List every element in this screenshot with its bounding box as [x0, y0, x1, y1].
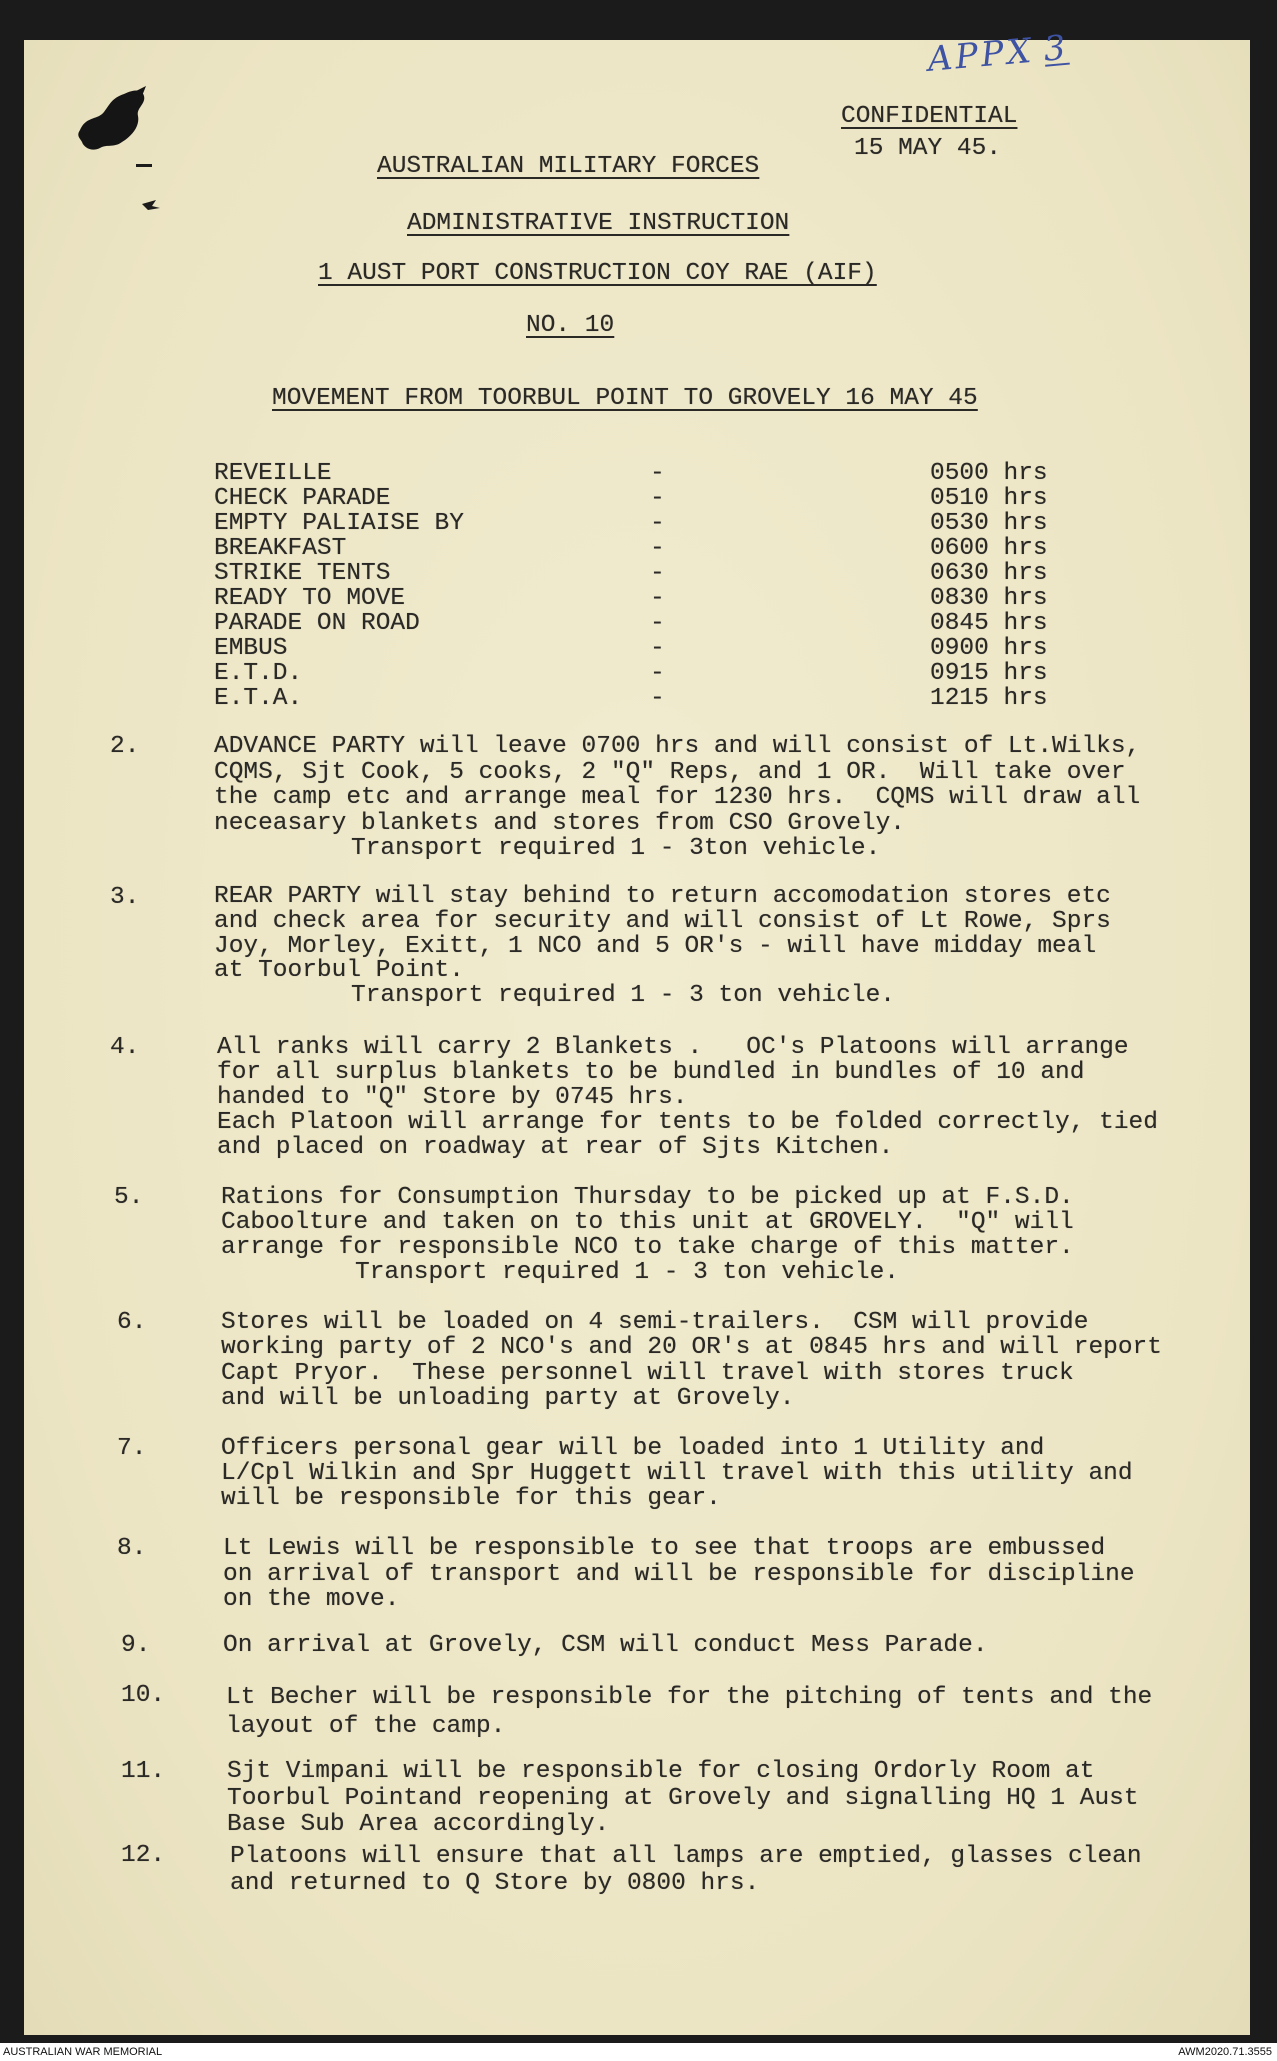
paragraph-line: All ranks will carry 2 Blankets . OC's Platoons will arrange	[217, 1034, 1129, 1061]
schedule-time: 0500 hrs	[930, 460, 1048, 487]
paragraph-line: on arrival of transport and will be responsible for discipline	[223, 1560, 1135, 1588]
schedule-row	[214, 536, 1048, 561]
paragraph-line: Joy, Morley, Exitt, 1 NCO and 5 OR's - will have midday meal	[214, 932, 1097, 960]
paragraph-line: and returned to Q Store by 0800 hrs.	[230, 1870, 760, 1897]
schedule-row	[214, 511, 1048, 536]
schedule-row	[214, 661, 1048, 686]
schedule-separator: -	[650, 460, 665, 487]
schedule-separator: -	[650, 560, 665, 587]
paragraph-line: Each Platoon will arrange for tents to be folded correctly, tied	[217, 1109, 1158, 1136]
paragraph-line: Stores will be loaded on 4 semi-trailers. CSM will provide	[221, 1309, 1089, 1336]
paragraph-line: layout of the camp.	[226, 1713, 506, 1740]
schedule-time: 0845 hrs	[930, 610, 1048, 637]
paragraph-body	[230, 1843, 1142, 1897]
subject-heading: MOVEMENT FROM TOORBUL POINT TO GROVELY 16 MAY 45	[272, 385, 978, 412]
schedule-time: 0630 hrs	[930, 560, 1048, 587]
schedule-time: 0900 hrs	[930, 635, 1048, 662]
schedule-separator: -	[650, 585, 665, 612]
archive-name: AUSTRALIAN WAR MEMORIAL	[3, 2046, 163, 2058]
transport-line: Transport required 1 - 3 ton vehicle.	[355, 1259, 899, 1286]
schedule-time: 0510 hrs	[930, 485, 1048, 512]
transport-line: Transport required 1 - 3ton vehicle.	[351, 835, 881, 862]
accession-number: AWM2020.71.3555	[1178, 2046, 1272, 2058]
paragraph-line: Lt Lewis will be responsible to see that troops are embussed	[223, 1535, 1106, 1562]
paragraph-number: 12.	[121, 1842, 166, 1869]
paragraph-number: 5.	[114, 1184, 144, 1211]
paragraph-number: 3.	[110, 884, 140, 911]
paragraph-line: for all surplus blankets to be bundled in bundles of 10 and	[217, 1059, 1085, 1086]
paragraph-body	[217, 1035, 1158, 1160]
schedule-event: EMBUS	[214, 635, 288, 662]
schedule-row	[214, 586, 1048, 611]
paragraph-number: 4.	[110, 1034, 140, 1061]
paragraph-number: 6.	[117, 1309, 147, 1336]
paragraph-number: 8.	[117, 1535, 147, 1562]
paragraph-line: Lt Becher will be responsible for the pitching of tents and the	[226, 1684, 1153, 1711]
document-type-heading: ADMINISTRATIVE INSTRUCTION	[407, 210, 790, 237]
schedule-event: REVEILLE	[214, 460, 332, 487]
instruction-number: NO. 10	[526, 312, 615, 339]
archive-footer	[0, 2043, 1277, 2061]
paragraph-body	[221, 1185, 1074, 1285]
paragraph-line: On arrival at Grovely, CSM will conduct Mess Parade.	[223, 1632, 988, 1659]
schedule-event: EMPTY PALIAISE BY	[214, 510, 464, 537]
schedule-time: 0600 hrs	[930, 535, 1048, 562]
paragraph-number: 11.	[121, 1758, 166, 1785]
paragraph-line: L/Cpl Wilkin and Spr Huggett will travel with this utility and	[221, 1460, 1133, 1487]
paragraph-body	[221, 1436, 1133, 1511]
paragraph-line: CQMS, Sjt Cook, 5 cooks, 2 "Q" Reps, and 1 OR. Will take over	[214, 758, 1126, 786]
document-date: 15 MAY 45.	[854, 135, 1002, 162]
schedule-separator: -	[650, 685, 665, 712]
schedule-time: 0530 hrs	[930, 510, 1048, 537]
paragraph-line: the camp etc and arrange meal for 1230 hrs. CQMS will draw all	[214, 784, 1141, 811]
ink-mark	[136, 164, 152, 167]
schedule-event: STRIKE TENTS	[214, 560, 391, 587]
paragraph-body	[221, 1310, 1162, 1411]
paragraph-body	[227, 1759, 1139, 1839]
transport-line: Transport required 1 - 3 ton vehicle.	[351, 982, 895, 1010]
classification-label: CONFIDENTIAL	[841, 103, 1018, 130]
schedule-row	[214, 611, 1048, 636]
ink-mark	[142, 200, 160, 210]
paragraph-number: 9.	[121, 1632, 151, 1659]
paragraph-line: working party of 2 NCO's and 20 OR's at 0845 hrs and will report	[221, 1334, 1162, 1362]
schedule-table	[214, 461, 1048, 711]
paragraph-line: Platoons will ensure that all lamps are emptied, glasses clean	[230, 1843, 1142, 1870]
paragraph-body	[214, 734, 1140, 862]
paragraph-body	[214, 885, 1111, 1009]
paragraph-line: Toorbul Pointand reopening at Grovely and signalling HQ 1 Aust	[227, 1784, 1139, 1812]
paragraph-line: Sjt Vimpani will be responsible for closing Ordorly Room at	[227, 1758, 1095, 1785]
paragraph-line: Caboolture and taken on to this unit at GROVELY. "Q" will	[221, 1209, 1074, 1236]
paragraph-line: Base Sub Area accordingly.	[227, 1811, 610, 1838]
paragraph-line: REAR PARTY will stay behind to return accomodation stores etc	[214, 883, 1111, 910]
schedule-row	[214, 686, 1048, 711]
paragraph-body	[223, 1633, 988, 1658]
schedule-time: 1215 hrs	[930, 685, 1048, 712]
paragraph-line: Capt Pryor. These personnel will travel with stores truck	[221, 1359, 1074, 1387]
appendix-number: 3	[1042, 27, 1071, 70]
paragraph-line: handed to "Q" Store by 0745 hrs.	[217, 1084, 688, 1111]
schedule-separator: -	[650, 610, 665, 637]
schedule-row	[214, 561, 1048, 586]
schedule-event: CHECK PARADE	[214, 485, 391, 512]
paragraph-line: and check area for security and will consist of Lt Rowe, Sprs	[214, 907, 1111, 935]
paragraph-line: ADVANCE PARTY will leave 0700 hrs and will consist of Lt.Wilks,	[214, 733, 1141, 760]
paragraph-number: 7.	[117, 1435, 147, 1462]
schedule-separator: -	[650, 635, 665, 662]
schedule-row	[214, 461, 1048, 486]
paragraph-line: arrange for responsible NCO to take charge of this matter.	[221, 1234, 1074, 1261]
schedule-separator: -	[650, 660, 665, 687]
paragraph-line: will be responsible for this gear.	[221, 1485, 721, 1512]
schedule-time: 0915 hrs	[930, 660, 1048, 687]
paragraph-number: 10.	[121, 1682, 166, 1709]
paragraph-line: Officers personal gear will be loaded into 1 Utility and	[221, 1435, 1045, 1462]
schedule-separator: -	[650, 485, 665, 512]
schedule-row	[214, 636, 1048, 661]
unit-heading: 1 AUST PORT CONSTRUCTION COY RAE (AIF)	[318, 260, 877, 287]
schedule-row	[214, 486, 1048, 511]
schedule-separator: -	[650, 535, 665, 562]
schedule-event: PARADE ON ROAD	[214, 610, 420, 637]
paragraph-number: 2.	[110, 733, 140, 760]
paragraph-line: Rations for Consumption Thursday to be picked up at F.S.D.	[221, 1184, 1074, 1211]
ink-blot	[72, 86, 162, 226]
schedule-event: E.T.D.	[214, 660, 303, 687]
schedule-event: BREAKFAST	[214, 535, 347, 562]
schedule-event: E.T.A.	[214, 685, 303, 712]
paragraph-line: on the move.	[223, 1586, 400, 1613]
schedule-separator: -	[650, 510, 665, 537]
paragraph-line: and placed on roadway at rear of Sjts Kitchen.	[217, 1134, 894, 1161]
paragraph-body	[223, 1536, 1135, 1613]
schedule-time: 0830 hrs	[930, 585, 1048, 612]
appendix-label: APPX	[926, 30, 1036, 80]
paragraph-line: at Toorbul Point.	[214, 957, 464, 985]
paragraph-line: neceasary blankets and stores from CSO Grovely.	[214, 809, 906, 837]
paragraph-body	[226, 1683, 1152, 1741]
paragraph-line: and will be unloading party at Grovely.	[221, 1384, 795, 1412]
schedule-event: READY TO MOVE	[214, 585, 406, 612]
organisation-heading: AUSTRALIAN MILITARY FORCES	[377, 153, 760, 180]
